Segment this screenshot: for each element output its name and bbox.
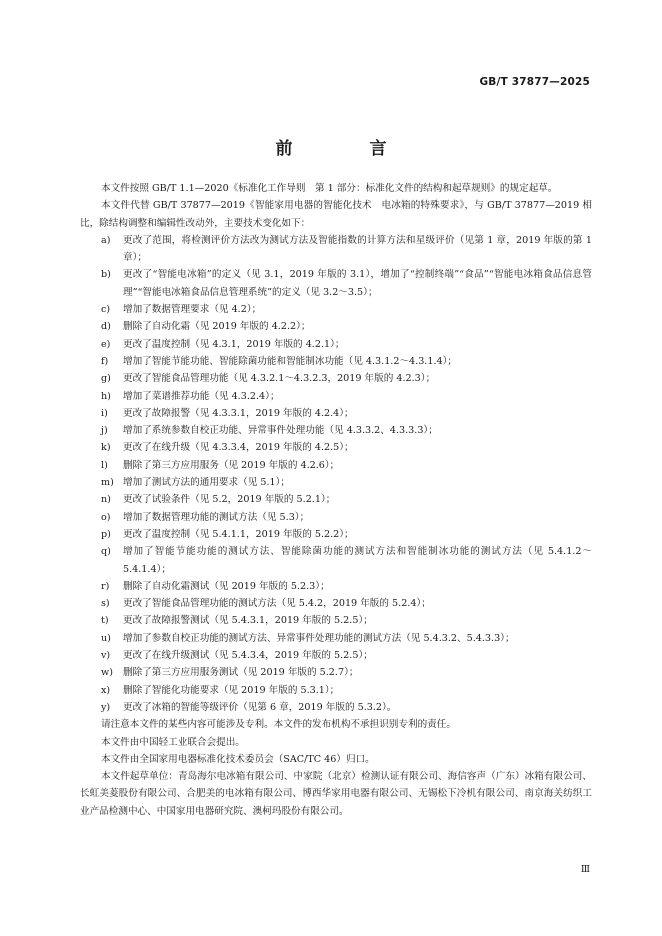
list-item-marker: e) <box>101 338 111 350</box>
list-item <box>80 301 592 318</box>
list-item-text: 删除了自动化霜测试（见 2019 年版的 5.2.3）； <box>123 580 330 592</box>
list-item <box>80 578 592 595</box>
list-item-text: 更改了智能食品管理功能（见 4.3.2.1～4.3.2.3，2019 年版的 4.2.3）； <box>123 373 436 385</box>
list-item-text: 更改了智能食品管理功能的测试方法（见 5.4.2，2019 年版的 5.2.4）； <box>123 598 431 610</box>
list-item-marker: d) <box>101 321 111 333</box>
list-item <box>80 509 592 526</box>
page-title: 前 言 <box>275 139 417 159</box>
list-item-text: 更改了试验条件（见 5.2，2019 年版的 5.2.1）； <box>123 494 336 506</box>
list-item-marker: v) <box>101 650 111 662</box>
list-item-text: 增加了测试方法的通用要求（见 5.1）； <box>123 477 291 489</box>
list-item <box>80 439 592 456</box>
list-item-text: 更改了在线升级测试（见 5.4.3.4，2019 年版的 5.2.5）； <box>123 650 373 662</box>
list-item-text: 增加了参数自校正功能的测试方法、异常事件处理功能的测试方法（见 5.4.3.2、5.4.3.3）； <box>123 632 515 644</box>
list-item-text: 增加了数据管理要求（见 4.2）； <box>123 304 262 316</box>
list-item <box>80 612 592 629</box>
list-item <box>80 232 592 267</box>
list-item-marker: p) <box>101 528 111 540</box>
list-item-marker: n) <box>101 494 111 506</box>
list-item-text: 更改了温度控制（见 5.4.1.1，2019 年版的 5.2.2）； <box>123 528 354 540</box>
changes-list <box>80 232 592 716</box>
list-item <box>80 664 592 681</box>
list-item <box>80 353 592 370</box>
list-item <box>80 318 592 335</box>
list-item-marker: c) <box>101 304 111 316</box>
list-item-text: 更改了“智能电冰箱”的定义（见 3.1，2019 年版的 3.1），增加了“控制终端”“食品”“智能电冰箱食品信息管理”“智能电冰箱食品信息管理系统”的定义（见 3.2～3.5）； <box>123 269 592 298</box>
list-item <box>80 457 592 474</box>
list-item-text: 更改了冰箱的智能等级评价（见第 6 章，2019 年版的 5.3.2）。 <box>123 701 397 713</box>
list-item-text: 增加了数据管理功能的测试方法（见 5.3）； <box>123 511 310 523</box>
list-item-marker: r) <box>101 580 110 592</box>
list-item-marker: t) <box>101 615 109 627</box>
intro-paragraph: 本文件代替 GB/T 37877—2019《智能家用电器的智能化技术 电冰箱的特殊要求》，与 GB/T 37877—2019 相比，除结构调整和编辑性改动外，主要技术变化如下： <box>80 200 592 229</box>
list-item-text: 增加了智能节能功能、智能除菌功能和智能制冰功能（见 4.3.1.2～4.3.1.4）； <box>123 355 458 367</box>
list-item-marker: g) <box>101 373 111 385</box>
closing-paragraph: 本文件起草单位：青岛海尔电冰箱有限公司、中家院（北京）检测认证有限公司、海信容声（广东）冰箱有限公司、长虹美菱股份有限公司、合肥美的电冰箱有限公司、博西华家用电器有限公司、无锡松下冷机有限公司、南京海关纺织工业产品检测中心、中国家用电器研究院、澳柯玛股份有限公司。 <box>80 771 592 817</box>
list-item <box>80 336 592 353</box>
list-item-text: 更改了在线升级（见 4.3.3.4，2019 年版的 4.2.5）； <box>123 442 354 454</box>
list-item <box>80 595 592 612</box>
list-item-text: 增加了菜谱推荐功能（见 4.3.2.4）； <box>123 390 280 402</box>
list-item-text: 删除了第三方应用服务（见 2019 年版的 4.2.6）； <box>123 459 340 471</box>
list-item-marker: k) <box>101 442 111 454</box>
list-item-text: 更改了故障报警（见 4.3.3.1，2019 年版的 4.2.4）； <box>123 407 354 419</box>
list-item-marker: i) <box>101 407 108 419</box>
list-item-marker: b) <box>101 269 111 281</box>
list-item-text: 删除了第三方应用服务测试（见 2019 年版的 5.2.7）； <box>123 667 359 679</box>
list-item-text: 更改了范围，将检测评价方法改为测试方法及智能指数的计算方法和星级评价（见第 1 章，2019 年版的第 1 章）； <box>123 234 592 264</box>
list-item <box>80 422 592 439</box>
list-item-marker: l) <box>101 459 108 471</box>
list-item-marker: w) <box>101 667 113 679</box>
page-number: Ⅲ <box>580 864 590 875</box>
list-item <box>80 543 592 578</box>
list-item <box>80 491 592 508</box>
list-item-text: 更改了故障报警测试（见 5.4.3.1，2019 年版的 5.2.5）； <box>123 615 373 627</box>
list-item-marker: q) <box>101 546 111 558</box>
list-item-marker: m) <box>101 477 114 489</box>
list-item <box>80 370 592 387</box>
list-item <box>80 405 592 422</box>
list-item-marker: s) <box>101 598 110 610</box>
list-item-text: 增加了智能节能功能的测试方法、智能除菌功能的测试方法和智能制冰功能的测试方法（见 5.4.1.2～5.4.1.4）； <box>123 546 592 575</box>
closing-paragraph: 请注意本文件的某些内容可能涉及专利。本文件的发布机构不承担识别专利的责任。 <box>101 719 456 731</box>
list-item <box>80 474 592 491</box>
list-item-marker: x) <box>101 684 111 696</box>
list-item-text: 更改了温度控制（见 4.3.1，2019 年版的 4.2.1）； <box>123 338 345 350</box>
list-item <box>80 682 592 699</box>
list-item-marker: h) <box>101 390 111 402</box>
list-item-text: 删除了智能化功能要求（见 2019 年版的 5.3.1）； <box>123 684 340 696</box>
list-item-text: 删除了自动化霜（见 2019 年版的 4.2.2）； <box>123 321 311 333</box>
preface-body <box>80 180 592 820</box>
standard-number: GB/T 37877—2025 <box>479 76 590 88</box>
list-item-marker: y) <box>101 701 111 713</box>
list-item-marker: o) <box>101 511 111 523</box>
list-item <box>80 630 592 647</box>
closing-paragraph: 本文件由全国家用电器标准化技术委员会（SAC/TC 46）归口。 <box>101 753 375 765</box>
closing-paragraph: 本文件由中国轻工业联合会提出。 <box>101 736 245 748</box>
list-item-text: 增加了系统参数自校正功能、异常事件处理功能（见 4.3.3.2、4.3.3.3）； <box>123 425 438 437</box>
list-item <box>80 647 592 664</box>
intro-paragraph: 本文件按照 GB/T 1.1—2020《标准化工作导则 第 1 部分：标准化文件的结构和起草规则》的规定起草。 <box>101 183 558 194</box>
list-item <box>80 526 592 543</box>
list-item <box>80 266 592 301</box>
list-item-marker: j) <box>101 425 108 437</box>
list-item-marker: f) <box>101 355 109 367</box>
list-item <box>80 699 592 716</box>
list-item-marker: a) <box>101 234 111 246</box>
list-item-marker: u) <box>101 632 111 644</box>
list-item <box>80 388 592 405</box>
